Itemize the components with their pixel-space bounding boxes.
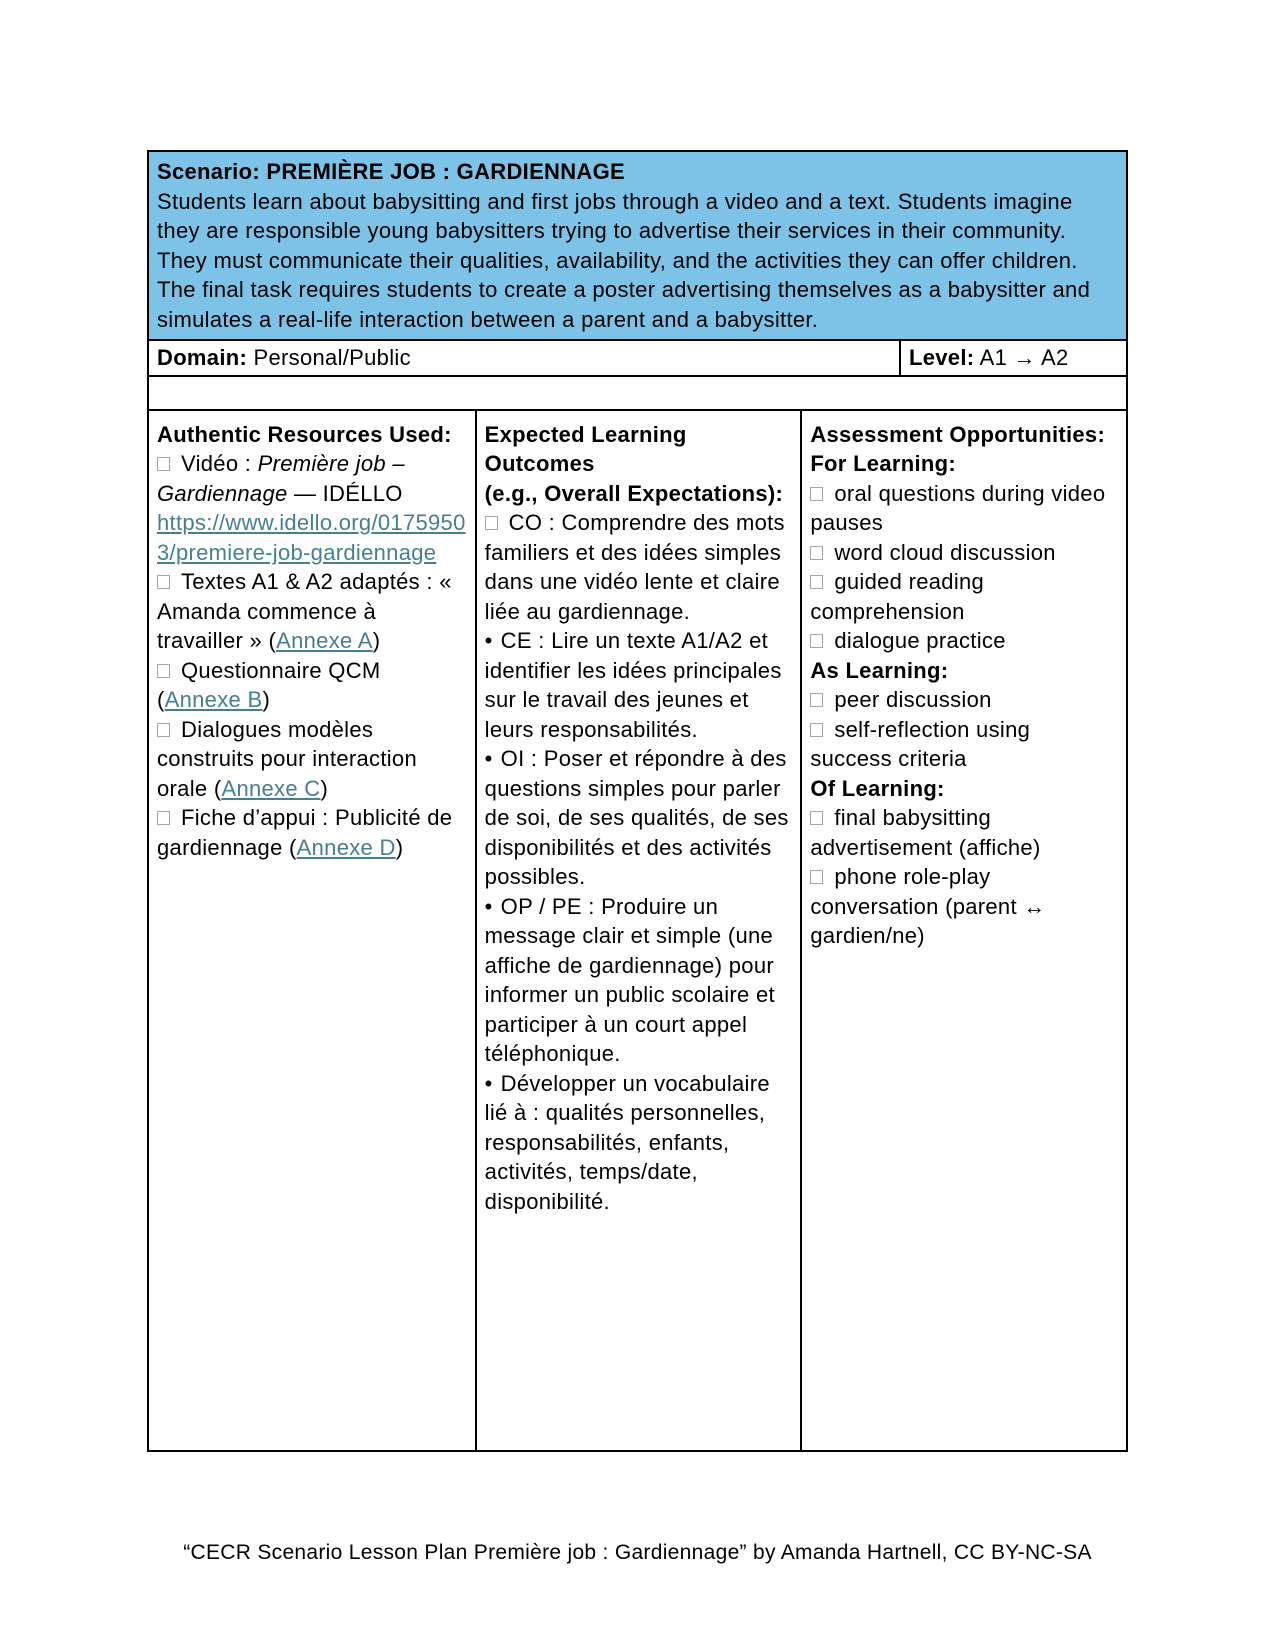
text-segment: CE : Lire un texte A1/A2 et identifier les idées principales sur le travail des jeunes et leurs responsabilités.: [484, 628, 782, 742]
text-segment: Questionnaire QCM (: [157, 657, 381, 712]
level-label: Level:: [909, 345, 975, 370]
empty-spacer-row: [149, 375, 1126, 409]
annexe-d-link[interactable]: Annexe D: [296, 834, 396, 860]
attribution-footer: “CECR Scenario Lesson Plan Première job : Gardiennage” by Amanda Hartnell, CC BY-NC-SA: [183, 1540, 1092, 1564]
level-value: A1 → A2: [974, 345, 1069, 370]
checkbox-icon: [810, 723, 823, 737]
checkbox-icon: [810, 811, 823, 825]
checkbox-icon: [810, 487, 823, 501]
list-item: [810, 567, 1118, 626]
text-segment: guided reading comprehension: [810, 569, 985, 624]
list-item: [810, 862, 1118, 951]
text-segment: ): [372, 628, 381, 653]
list-item: [157, 803, 467, 862]
checkbox-icon: [157, 575, 170, 589]
text-segment: oral questions during video pauses: [810, 480, 1106, 535]
list-item: [810, 685, 1118, 715]
bullet-icon: •: [484, 628, 493, 653]
text-segment: peer discussion: [834, 687, 992, 712]
domain-cell: [149, 341, 899, 375]
lesson-plan-table: [147, 150, 1128, 1452]
domain-label: Domain:: [157, 345, 248, 370]
text-segment: Textes A1 & A2 adaptés : « Amanda commence à travailler » (: [157, 569, 452, 653]
text-segment: — IDÉLLO: [287, 480, 403, 506]
checkbox-icon: [810, 870, 823, 884]
list-item: [485, 508, 793, 626]
text-segment: phone role-play conversation (parent ↔ gardien/ne): [810, 864, 1046, 948]
level-cell: [899, 341, 1126, 375]
annexe-a-link[interactable]: Annexe A: [276, 628, 373, 653]
checkbox-icon: [810, 634, 823, 648]
annexe-b-link[interactable]: Annexe B: [164, 687, 263, 712]
text-segment: self-reflection using success criteria: [810, 716, 1031, 771]
three-column-body: [149, 409, 1126, 1450]
scenario-description: Students learn about babysitting and first jobs through a video and a text. Students imagine they are responsible young babysitters trying to advertise their services in their community. They must communicate their qualities, availability, and the activities they can offer children. The final task requires students to create a poster advertising themselves as a babysitter and simulates a real-life interaction between a parent and a babysitter.: [157, 188, 1091, 332]
checkbox-icon: [810, 546, 823, 560]
column-heading: As Learning:: [810, 657, 949, 683]
list-item: [810, 626, 1118, 656]
scenario-title: Scenario: PREMIÈRE JOB : GARDIENNAGE: [157, 159, 625, 184]
list-item: [810, 715, 1118, 774]
list-item: [810, 538, 1118, 568]
text-segment: ): [395, 834, 404, 860]
checkbox-icon: [157, 723, 170, 737]
checkbox-icon: [157, 664, 170, 678]
annexe-c-link[interactable]: Annexe C: [221, 775, 321, 801]
column-heading: For Learning:: [810, 451, 956, 476]
list-item: [157, 567, 467, 656]
text-segment: Fiche d’appui : Publicité de gardiennage (: [157, 805, 453, 860]
text-segment: OP / PE : Produire un message clair et simple (une affiche de gardiennage) pour informer un public scolaire et participer à un court appel téléphonique.: [484, 893, 775, 1066]
column-heading: Assessment Opportunities:: [810, 421, 1106, 447]
list-item: [810, 803, 1118, 862]
text-segment: word cloud discussion: [834, 539, 1056, 565]
column-heading: Authentic Resources Used:: [157, 421, 452, 447]
list-item: [157, 715, 467, 804]
column-heading: Expected Learning Outcomes: [484, 421, 687, 476]
text-segment: OI : Poser et répondre à des questions simples pour parler de soi, de ses qualités, de ses disponibilités et des activités possibles.: [484, 746, 789, 889]
text-segment: dialogue practice: [834, 628, 1006, 653]
authentic-resources-column: [149, 411, 475, 1450]
column-heading: (e.g., Overall Expectations):: [484, 480, 784, 506]
text-segment: CO : Comprendre des mots familiers et des idées simples dans une vidéo lente et claire liée au gardiennage.: [484, 510, 785, 624]
text-segment: ): [320, 775, 329, 801]
idello-url-link[interactable]: https://www.idello.org/01759503/premiere-job-gardiennage: [157, 510, 466, 565]
column-heading: Of Learning:: [810, 775, 945, 801]
list-item: [157, 656, 467, 715]
bullet-icon: •: [484, 746, 493, 771]
list-item: [810, 479, 1118, 538]
checkbox-icon: [157, 811, 170, 825]
domain-value: Personal/Public: [247, 345, 411, 370]
checkbox-icon: [485, 516, 498, 530]
list-item: [485, 744, 793, 892]
text-segment: Vidéo :: [181, 451, 258, 476]
text-segment: final babysitting advertisement (affiche): [810, 805, 1041, 860]
list-item: [485, 892, 793, 1069]
checkbox-icon: [157, 457, 170, 471]
bullet-icon: •: [484, 893, 493, 919]
checkbox-icon: [810, 693, 823, 707]
text-segment: Dialogues modèles construits pour interaction orale (: [157, 716, 418, 801]
text-segment: Première job – Gardiennage: [157, 451, 405, 506]
scenario-header-cell: [149, 152, 1126, 339]
list-item: [485, 1069, 793, 1217]
list-item: [485, 626, 793, 744]
text-segment: ): [262, 687, 271, 712]
list-item: [157, 449, 467, 567]
bullet-icon: •: [484, 1070, 493, 1096]
expected-learning-outcomes-column: [475, 411, 801, 1450]
assessment-opportunities-column: [800, 411, 1126, 1450]
checkbox-icon: [810, 575, 823, 589]
domain-level-row: [149, 339, 1126, 375]
text-segment: Développer un vocabulaire lié à : qualités personnelles, responsabilités, enfants, activités, temps/date, disponibilité.: [484, 1070, 770, 1214]
